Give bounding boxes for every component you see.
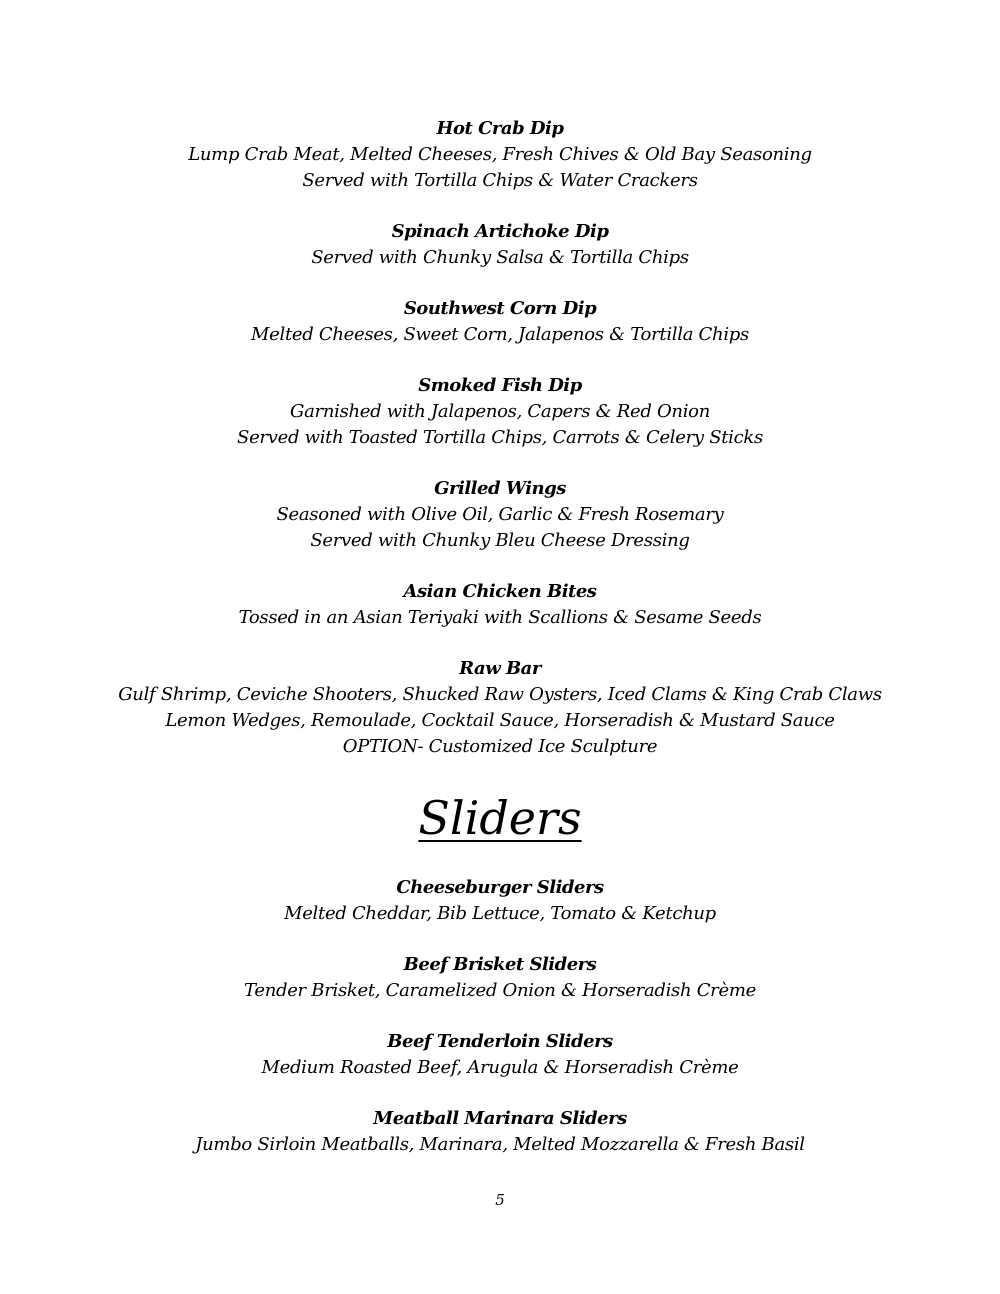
item-title: Spinach Artichoke Dip	[391, 221, 609, 242]
sliders-heading: Sliders	[418, 791, 582, 845]
item-title: Beef Tenderloin Sliders	[387, 1031, 613, 1052]
item-title: Southwest Corn Dip	[403, 298, 597, 319]
item-title: Cheeseburger Sliders	[396, 877, 604, 898]
menu-item-asian-chicken-bites	[0, 579, 1000, 631]
menu-item-hot-crab-dip	[0, 116, 1000, 194]
item-description: Tender Brisket, Caramelized Onion & Horseradish Crème	[244, 980, 756, 1001]
item-description: Seasoned with Olive Oil, Garlic & Fresh Rosemary	[276, 504, 724, 525]
item-title: Asian Chicken Bites	[403, 581, 597, 602]
menu-item-meatball-marinara-sliders	[0, 1106, 1000, 1158]
item-description: Lump Crab Meat, Melted Cheeses, Fresh Chives & Old Bay Seasoning	[188, 144, 812, 165]
menu-item-southwest-corn-dip	[0, 296, 1000, 348]
item-description: Melted Cheddar, Bib Lettuce, Tomato & Ketchup	[284, 903, 716, 924]
item-description: Lemon Wedges, Remoulade, Cocktail Sauce, Horseradish & Mustard Sauce	[165, 710, 835, 731]
item-description: Garnished with Jalapenos, Capers & Red Onion	[290, 401, 710, 422]
item-description: Tossed in an Asian Teriyaki with Scallions & Sesame Seeds	[238, 607, 762, 628]
item-title: Meatball Marinara Sliders	[373, 1108, 627, 1129]
menu-item-beef-tenderloin-sliders	[0, 1029, 1000, 1081]
item-title: Hot Crab Dip	[436, 118, 564, 139]
menu-item-spinach-artichoke-dip	[0, 219, 1000, 271]
item-title: Smoked Fish Dip	[418, 375, 582, 396]
item-description: Gulf Shrimp, Ceviche Shooters, Shucked Raw Oysters, Iced Clams & King Crab Claws	[118, 684, 882, 705]
item-description: Jumbo Sirloin Meatballs, Marinara, Melted Mozzarella & Fresh Basil	[195, 1134, 805, 1155]
item-description: Melted Cheeses, Sweet Corn, Jalapenos & Tortilla Chips	[251, 324, 749, 345]
item-title: Grilled Wings	[434, 478, 566, 499]
menu-item-cheeseburger-sliders	[0, 875, 1000, 927]
item-description: OPTION- Customized Ice Sculpture	[342, 736, 658, 757]
item-description: Served with Chunky Salsa & Tortilla Chips	[311, 247, 689, 268]
item-title: Raw Bar	[459, 658, 541, 679]
menu-item-beef-brisket-sliders	[0, 952, 1000, 1004]
menu-item-grilled-wings	[0, 476, 1000, 554]
item-description: Served with Chunky Bleu Cheese Dressing	[310, 530, 690, 551]
item-description: Served with Toasted Tortilla Chips, Carrots & Celery Sticks	[237, 427, 763, 448]
item-description: Medium Roasted Beef, Arugula & Horseradish Crème	[261, 1057, 739, 1078]
menu-item-raw-bar	[0, 656, 1000, 760]
item-title: Beef Brisket Sliders	[403, 954, 597, 975]
page-number: 5	[495, 1191, 505, 1209]
item-description: Served with Tortilla Chips & Water Crackers	[302, 170, 698, 191]
menu-item-smoked-fish-dip	[0, 373, 1000, 451]
